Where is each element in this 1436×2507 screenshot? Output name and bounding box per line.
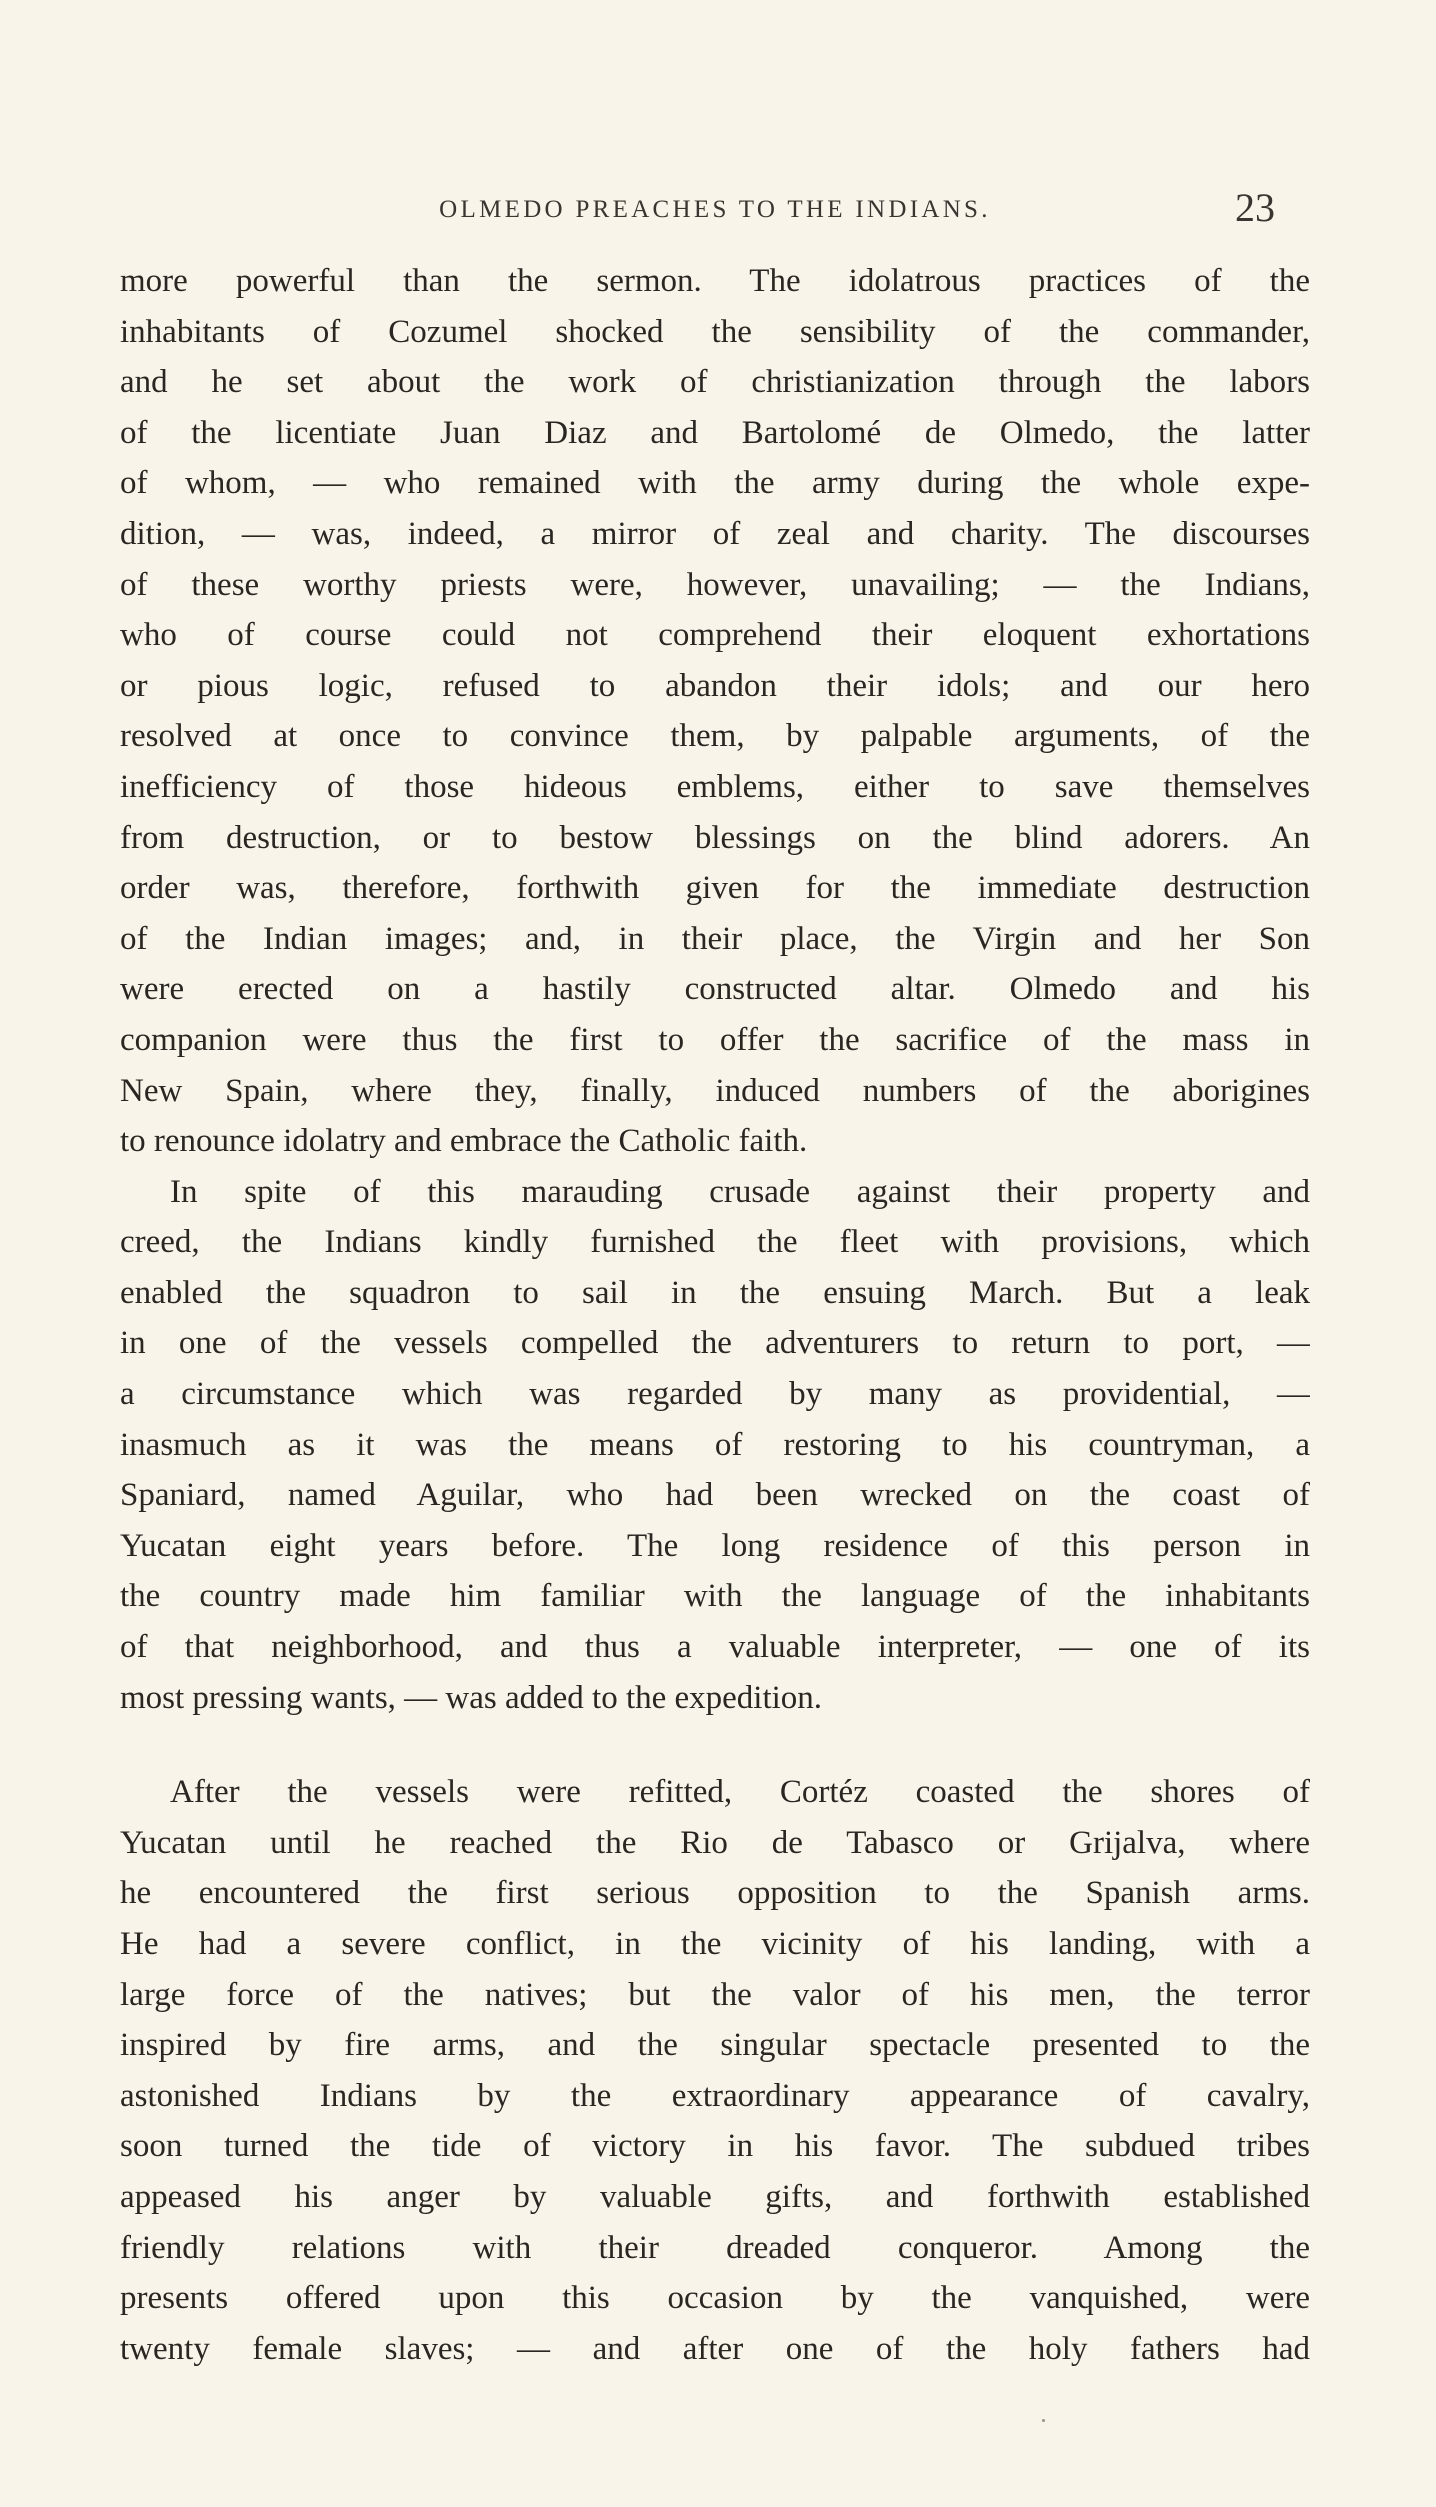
text-line: inasmuch as it was the means of restoring to his countryman, a [120,1426,1310,1463]
text-line: and he set about the work of christianization through the labors [120,364,1310,401]
text-line: of these worthy priests were, however, unavailing; — the Indians, [120,566,1310,603]
text-line: appeased his anger by valuable gifts, and forthwith established [120,2178,1310,2215]
text-line: New Spain, where they, finally, induced numbers of the aborigines [120,1072,1310,1109]
text-line: of the licentiate Juan Diaz and Bartolomé de Olmedo, the latter [120,414,1310,451]
text-line: In spite of this marauding crusade against their property and [170,1173,1310,1210]
text-line: astonished Indians by the extraordinary appearance of cavalry, [120,2077,1310,2114]
text-line: Yucatan until he reached the Rio de Tabasco or Grijalva, where [120,1824,1310,1861]
text-line: a circumstance which was regarded by many as providential, — [120,1376,1310,1413]
paper-speck [1042,2419,1045,2422]
text-line: in one of the vessels compelled the adventurers to return to port, — [120,1325,1310,1362]
text-line: of that neighborhood, and thus a valuable interpreter, — one of its [120,1629,1310,1666]
text-line: Yucatan eight years before. The long residence of this person in [120,1527,1310,1564]
text-line: twenty female slaves; — and after one of the holy fathers had [120,2330,1310,2367]
section-break [120,1723,1310,1767]
text-line: inhabitants of Cozumel shocked the sensibility of the commander, [120,313,1310,350]
text-line: of the Indian images; and, in their place, the Virgin and her Son [120,920,1310,957]
text-line: large force of the natives; but the valor of his men, the terror [120,1976,1310,2013]
text-line: more powerful than the sermon. The idolatrous practices of the [120,263,1310,299]
text-line: the country made him familiar with the language of the inhabitants [120,1578,1310,1615]
chapter-running-title: OLMEDO PREACHES TO THE INDIANS. [439,196,991,223]
text-line: to renounce idolatry and embrace the Catholic faith. [120,1123,808,1160]
paragraph [120,256,1310,1167]
paragraph [120,1167,1310,1724]
text-line: inefficiency of those hideous emblems, either to save themselves [120,768,1310,805]
text-line: enabled the squadron to sail in the ensuing March. But a leak [120,1274,1310,1311]
text-line: or pious logic, refused to abandon their idols; and our hero [120,667,1310,704]
text-line: resolved at once to convince them, by palpable arguments, of the [120,718,1310,755]
text-line: dition, — was, indeed, a mirror of zeal and charity. The discourses [120,515,1310,552]
text-line: from destruction, or to bestow blessings on the blind adorers. An [120,819,1310,856]
page-number: 23 [1235,185,1275,230]
book-page [120,0,1310,2507]
text-line: of whom, — who remained with the army during the whole expe- [120,465,1310,502]
text-line: Spaniard, named Aguilar, who had been wrecked on the coast of [120,1477,1310,1514]
text-line: soon turned the tide of victory in his favor. The subdued tribes [120,2128,1310,2165]
text-line: friendly relations with their dreaded conqueror. Among the [120,2229,1310,2266]
text-line: order was, therefore, forthwith given for the immediate destruction [120,870,1310,907]
text-line: he encountered the first serious opposition to the Spanish arms. [120,1875,1310,1912]
text-line: creed, the Indians kindly furnished the fleet with provisions, which [120,1224,1310,1261]
text-line: presents offered upon this occasion by the vanquished, were [120,2280,1310,2317]
text-line: inspired by fire arms, and the singular spectacle presented to the [120,2027,1310,2064]
paragraph [120,1767,1310,2374]
body-text [120,256,1310,2374]
text-line: were erected on a hastily constructed altar. Olmedo and his [120,971,1310,1008]
text-line: He had a severe conflict, in the vicinity of his landing, with a [120,1926,1310,1962]
text-line: most pressing wants, — was added to the expedition. [120,1679,823,1716]
running-head [120,184,1310,234]
text-line: who of course could not comprehend their eloquent exhortations [120,617,1310,654]
text-line: After the vessels were refitted, Cortéz coasted the shores of [170,1774,1310,1811]
text-line: companion were thus the first to offer the sacrifice of the mass in [120,1021,1310,1058]
